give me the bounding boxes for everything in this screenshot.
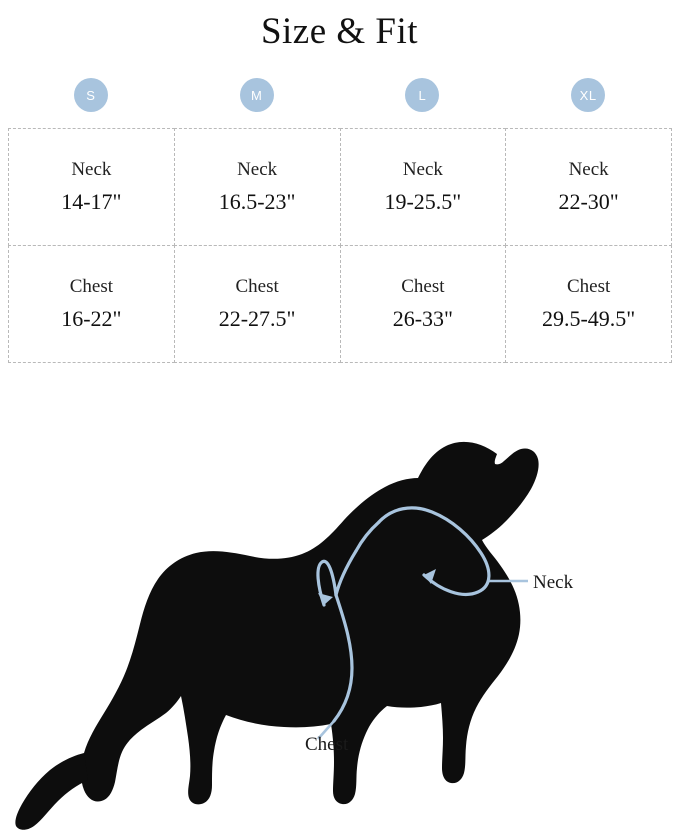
chest-cell-l — [340, 245, 507, 363]
chest-value-xl: 29.5-49.5" — [541, 306, 636, 331]
neck-label-s: Neck — [71, 159, 112, 180]
chest-label-s: Chest — [69, 276, 114, 297]
chest-value-m: 22-27.5" — [218, 306, 296, 331]
page-title: Size & Fit — [260, 11, 419, 52]
neck-label-l: Neck — [402, 159, 443, 180]
neck-value-m: 16.5-23" — [218, 189, 296, 214]
size-badge-l: L — [405, 78, 439, 112]
dog-silhouette-icon — [15, 442, 538, 830]
table-row-neck — [8, 128, 671, 245]
chest-cell-xl — [505, 245, 672, 363]
size-badge-cell-l — [340, 78, 506, 112]
chest-cell-s — [8, 245, 175, 363]
size-badge-m: M — [240, 78, 274, 112]
size-badge-cell-xl — [505, 78, 671, 112]
neck-cell-xl — [505, 128, 672, 246]
neck-callout-label: Neck — [533, 572, 574, 593]
chest-value-l: 26-33" — [392, 306, 454, 331]
size-badge-row — [0, 78, 679, 112]
neck-value-xl: 22-30" — [558, 189, 619, 214]
size-badge-xl: XL — [571, 78, 605, 112]
size-badge-cell-s — [8, 78, 174, 112]
neck-value-l: 19-25.5" — [384, 189, 462, 214]
chest-label-xl: Chest — [566, 276, 611, 297]
chest-label-l: Chest — [401, 276, 445, 297]
neck-label-xl: Neck — [568, 159, 609, 180]
table-row-chest — [8, 245, 671, 362]
measurement-table — [0, 128, 679, 362]
neck-value-s: 14-17" — [61, 189, 122, 214]
size-and-fit-page — [0, 8, 679, 832]
chest-label-m: Chest — [235, 276, 279, 297]
chest-callout-label: Chest — [305, 734, 349, 755]
size-badge-s: S — [74, 78, 108, 112]
chest-value-s: 16-22" — [61, 306, 122, 331]
chest-cell-m — [174, 245, 341, 363]
neck-cell-s — [8, 128, 175, 246]
measurement-diagram — [0, 412, 679, 832]
neck-cell-m — [174, 128, 341, 246]
size-badge-cell-m — [174, 78, 340, 112]
neck-label-m: Neck — [237, 159, 278, 180]
neck-cell-l — [340, 128, 507, 246]
